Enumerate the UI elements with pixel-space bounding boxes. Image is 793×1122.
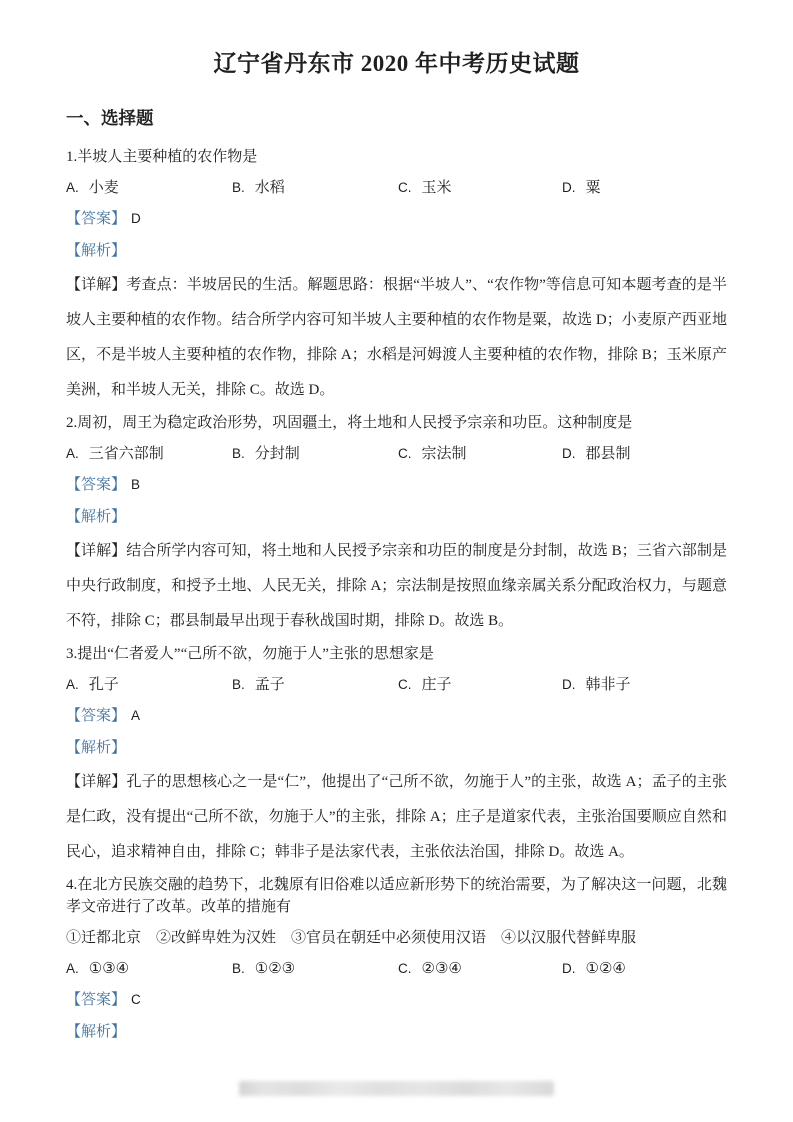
question-4-block <box>66 874 727 1043</box>
question-4-items-line: ①迁都北京 ②改鲜卑姓为汉姓 ③官员在朝廷中必须使用汉语 ④以汉服代替鲜卑服 <box>66 930 637 946</box>
question-2-block <box>66 412 727 639</box>
option-text: 玉米 <box>421 180 452 196</box>
option-text: 韩非子 <box>585 677 631 693</box>
detail-label: 【详解】 <box>66 277 127 293</box>
option-letter: A. <box>66 961 79 976</box>
question-4-option-b <box>232 958 398 980</box>
question-2-option-b <box>232 443 398 465</box>
question-4-option-a <box>66 958 232 980</box>
answer-value: A <box>131 708 141 723</box>
section-heading: 一、选择题 <box>66 108 154 128</box>
question-3-analysis-label: 【解析】 <box>66 740 127 756</box>
question-2-option-d <box>562 443 727 465</box>
question-2-analysis-label: 【解析】 <box>66 509 127 525</box>
question-1-option-b <box>232 177 398 199</box>
question-3-stem: 3.提出“仁者爱人”“己所不欲，勿施于人”主张的思想家是 <box>66 646 434 662</box>
detail-text: 孔子的思想核心之一是“仁”，他提出了“己所不欲，勿施于人”的主张，故选 A；孟子的主张是仁政，没有提出“己所不欲，勿施于人”的主张，排除 A；庄子是道家代表，主张治国要顺应自然和民心，追求精神自由，排除 C；韩非子是法家代表，主张依法治国，排除 D。故选 A。 <box>66 774 727 860</box>
answer-value: D <box>131 211 141 226</box>
question-1-option-c <box>398 177 562 199</box>
question-3-option-d <box>562 674 727 696</box>
question-4-option-d <box>562 958 727 980</box>
option-text: 水稻 <box>254 180 285 196</box>
answer-label: 【答案】 <box>66 992 127 1008</box>
option-letter: D. <box>562 180 576 195</box>
detail-text: 考查点：半坡居民的生活。解题思路：根据“半坡人”、“农作物”等信息可知本题考查的是半坡人主要种植的农作物。结合所学内容可知半坡人主要种植的农作物是粟，故选 D；小麦原产西亚地区，不是半坡人主要种植的农作物，排除 A；水稻是河姆渡人主要种植的农作物，排除 B；玉米原产美洲，和半坡人无关，排除 C。故选 D。 <box>66 277 727 398</box>
question-3-option-a <box>66 674 232 696</box>
option-text: 三省六部制 <box>88 446 164 462</box>
question-1-stem: 1.半坡人主要种植的农作物是 <box>66 149 258 165</box>
option-letter: C. <box>398 961 412 976</box>
option-letter: A. <box>66 446 79 461</box>
question-3-detail <box>66 765 727 870</box>
question-3-answer-line <box>66 705 727 727</box>
question-2-option-c <box>398 443 562 465</box>
option-letter: C. <box>398 677 412 692</box>
question-1-detail <box>66 268 727 408</box>
option-letter: B. <box>232 677 245 692</box>
question-4-stem: 4.在北方民族交融的趋势下，北魏原有旧俗难以适应新形势下的统治需要，为了解决这一问题，北魏孝文帝进行了改革。改革的措施有 <box>66 877 727 915</box>
option-text: 孔子 <box>88 677 119 693</box>
option-text: 孟子 <box>254 677 285 693</box>
option-letter: B. <box>232 961 245 976</box>
detail-text: 结合所学内容可知，将土地和人民授予宗亲和功臣的制度是分封制，故选 B；三省六部制是中央行政制度，和授予土地、人民无关，排除 A；宗法制是按照血缘亲属关系分配政治权力，与题意不符，排除 C；郡县制最早出现于春秋战国时期，排除 D。故选 B。 <box>66 543 727 629</box>
document-title: 辽宁省丹东市 2020 年中考历史试题 <box>213 51 580 76</box>
answer-label: 【答案】 <box>66 211 127 227</box>
answer-label: 【答案】 <box>66 708 127 724</box>
question-1-analysis-label: 【解析】 <box>66 243 127 259</box>
option-text: 分封制 <box>254 446 300 462</box>
question-2-detail <box>66 534 727 639</box>
option-letter: B. <box>232 180 245 195</box>
question-1-options-row <box>66 177 727 199</box>
option-text: ①②④ <box>585 961 626 977</box>
option-text: 小麦 <box>88 180 119 196</box>
answer-value: B <box>131 477 141 492</box>
question-2-options-row <box>66 443 727 465</box>
watermark <box>239 1081 554 1096</box>
option-text: ①②③ <box>254 961 296 977</box>
option-letter: A. <box>66 180 79 195</box>
option-text: 郡县制 <box>585 446 631 462</box>
question-2-option-a <box>66 443 232 465</box>
question-1-option-a <box>66 177 232 199</box>
detail-label: 【详解】 <box>66 774 127 790</box>
question-1-answer-line <box>66 208 727 230</box>
option-text: 粟 <box>585 180 601 196</box>
answer-label: 【答案】 <box>66 477 127 493</box>
question-3-option-b <box>232 674 398 696</box>
detail-label: 【详解】 <box>66 543 127 559</box>
option-letter: C. <box>398 446 412 461</box>
option-text: 宗法制 <box>421 446 467 462</box>
option-text: ②③④ <box>421 961 462 977</box>
question-4-option-c <box>398 958 562 980</box>
option-letter: D. <box>562 961 576 976</box>
answer-value: C <box>131 992 141 1007</box>
option-letter: A. <box>66 677 79 692</box>
question-3-options-row <box>66 674 727 696</box>
question-4-analysis-label: 【解析】 <box>66 1024 127 1040</box>
option-letter: D. <box>562 677 576 692</box>
question-1-block <box>66 146 727 408</box>
option-letter: C. <box>398 180 412 195</box>
question-3-option-c <box>398 674 562 696</box>
option-letter: D. <box>562 446 576 461</box>
question-3-block <box>66 643 727 870</box>
question-4-options-row <box>66 958 727 980</box>
option-text: 庄子 <box>421 677 452 693</box>
question-1-option-d <box>562 177 727 199</box>
question-4-answer-line <box>66 989 727 1011</box>
option-letter: B. <box>232 446 245 461</box>
option-text: ①③④ <box>88 961 130 977</box>
question-2-answer-line <box>66 474 727 496</box>
question-2-stem: 2.周初，周王为稳定政治形势，巩固疆土，将土地和人民授予宗亲和功臣。这种制度是 <box>66 415 633 431</box>
